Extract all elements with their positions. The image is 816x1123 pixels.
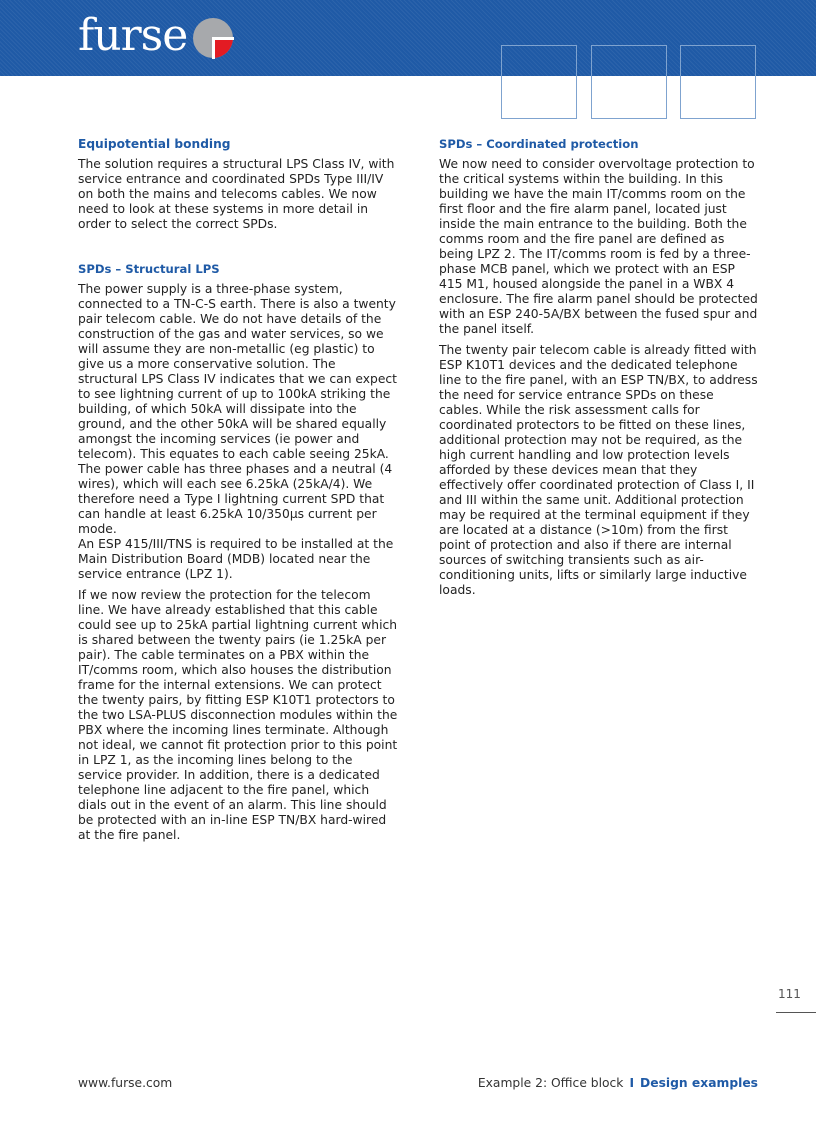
- page-number: 111: [778, 987, 801, 1001]
- footer-chapter: Design examples: [640, 1076, 758, 1090]
- paragraph: If we now review the protection for the telecom line. We have already established that this cable could see up to 25kA partial lightning current which is shared between the twenty pairs (ie 1.25kA per pair). The cable terminates on a PBX within the IT/comms room, which also houses the distribution frame for the internal extensions. We can protect the twenty pairs, by fitting ESP K10T1 protectors to the two LSA-PLUS disconnection modules within the PBX where the incoming lines terminate. Although not ideal, we cannot fit protection prior to this point in LPZ 1, as the incoming lines belong to the service provider. In addition, there is a dedicated telephone line adjacent to the fire panel, which dials out in the event of an alarm. This line should be protected with an in-line ESP TN/BX hard-wired at the fire panel.: [78, 588, 398, 842]
- heading-spds-coordinated-protection: SPDs – Coordinated protection: [439, 137, 639, 151]
- decorative-frame: [501, 45, 577, 119]
- decorative-frame: [680, 45, 756, 119]
- paragraph: An ESP 415/III/TNS is required to be installed at the Main Distribution Board (MDB) located near the service entrance (LPZ 1).: [78, 537, 394, 581]
- footer-website-link[interactable]: www.furse.com: [78, 1076, 173, 1090]
- furse-logo-mark-icon: [191, 16, 235, 60]
- footer-section-label: [478, 1076, 758, 1090]
- left-column: [78, 137, 398, 849]
- paragraph: The twenty pair telecom cable is already fitted with ESP K10T1 devices and the dedicated telephone line to the fire panel, with an ESP TN/BX, to address the need for service entrance SPDs on these cables. While the risk assessment calls for coordinated protectors to be fitted on these lines, additional protection may not be required, as the high current handling and low protection levels afforded by these devices mean that they effectively offer coordinated protection of Class I, II and III within the same unit. Additional protection may be required at the terminal equipment if they are located at a distance (>10m) from the first point of protection and also if there are internal sources of switching transients such as air-conditioning units, lifts or similarly large inductive loads.: [439, 343, 758, 597]
- paragraph: The solution requires a structural LPS Class IV, with service entrance and coordinated SPDs Type III/IV on both the mains and telecoms cables. We now need to look at these systems in more detail in order to select the correct SPDs.: [78, 157, 395, 231]
- right-column: [439, 137, 759, 604]
- decorative-frame: [591, 45, 667, 119]
- logo-text: furse: [78, 10, 188, 61]
- page-number-rule: [776, 1012, 816, 1013]
- furse-logo[interactable]: [78, 12, 235, 60]
- heading-spds-structural-lps: SPDs – Structural LPS: [78, 262, 220, 276]
- paragraph: We now need to consider overvoltage protection to the critical systems within the building. In this building we have the main IT/comms room on the first floor and the fire alarm panel, located just inside the main entrance to the building. Both the comms room and the fire panel are defined as being LPZ 2. The IT/comms room is fed by a three-phase MCB panel, which we protect with an ESP 415 M1, housed alongside the panel in a WBX 4 enclosure. The fire alarm panel should be protected with an ESP 240-5A/BX between the fused spur and the panel itself.: [439, 157, 758, 336]
- heading-equipotential-bonding: Equipotential bonding: [78, 137, 231, 151]
- footer-section: Example 2: Office block: [477, 1076, 624, 1090]
- footer-separator: I: [629, 1076, 635, 1090]
- paragraph: The power supply is a three-phase system, connected to a TN-C-S earth. There is also a twenty pair telecom cable. We do not have details of the construction of the gas and water services, so we will assume they are non-metallic (eg plastic) to give us a more conservative solution. The structural LPS Class IV indicates that we can expect to see lightning current of up to 100kA striking the building, of which 50kA will dissipate into the ground, and the other 50kA will be shared equally amongst the incoming services (ie power and telecom). This equates to each cable seeing 25kA. The power cable has three phases and a neutral (4 wires), which will each see 6.25kA (25kA/4). We therefore need a Type I lightning current SPD that can handle at least 6.25kA 10/350µs current per mode.: [78, 282, 397, 536]
